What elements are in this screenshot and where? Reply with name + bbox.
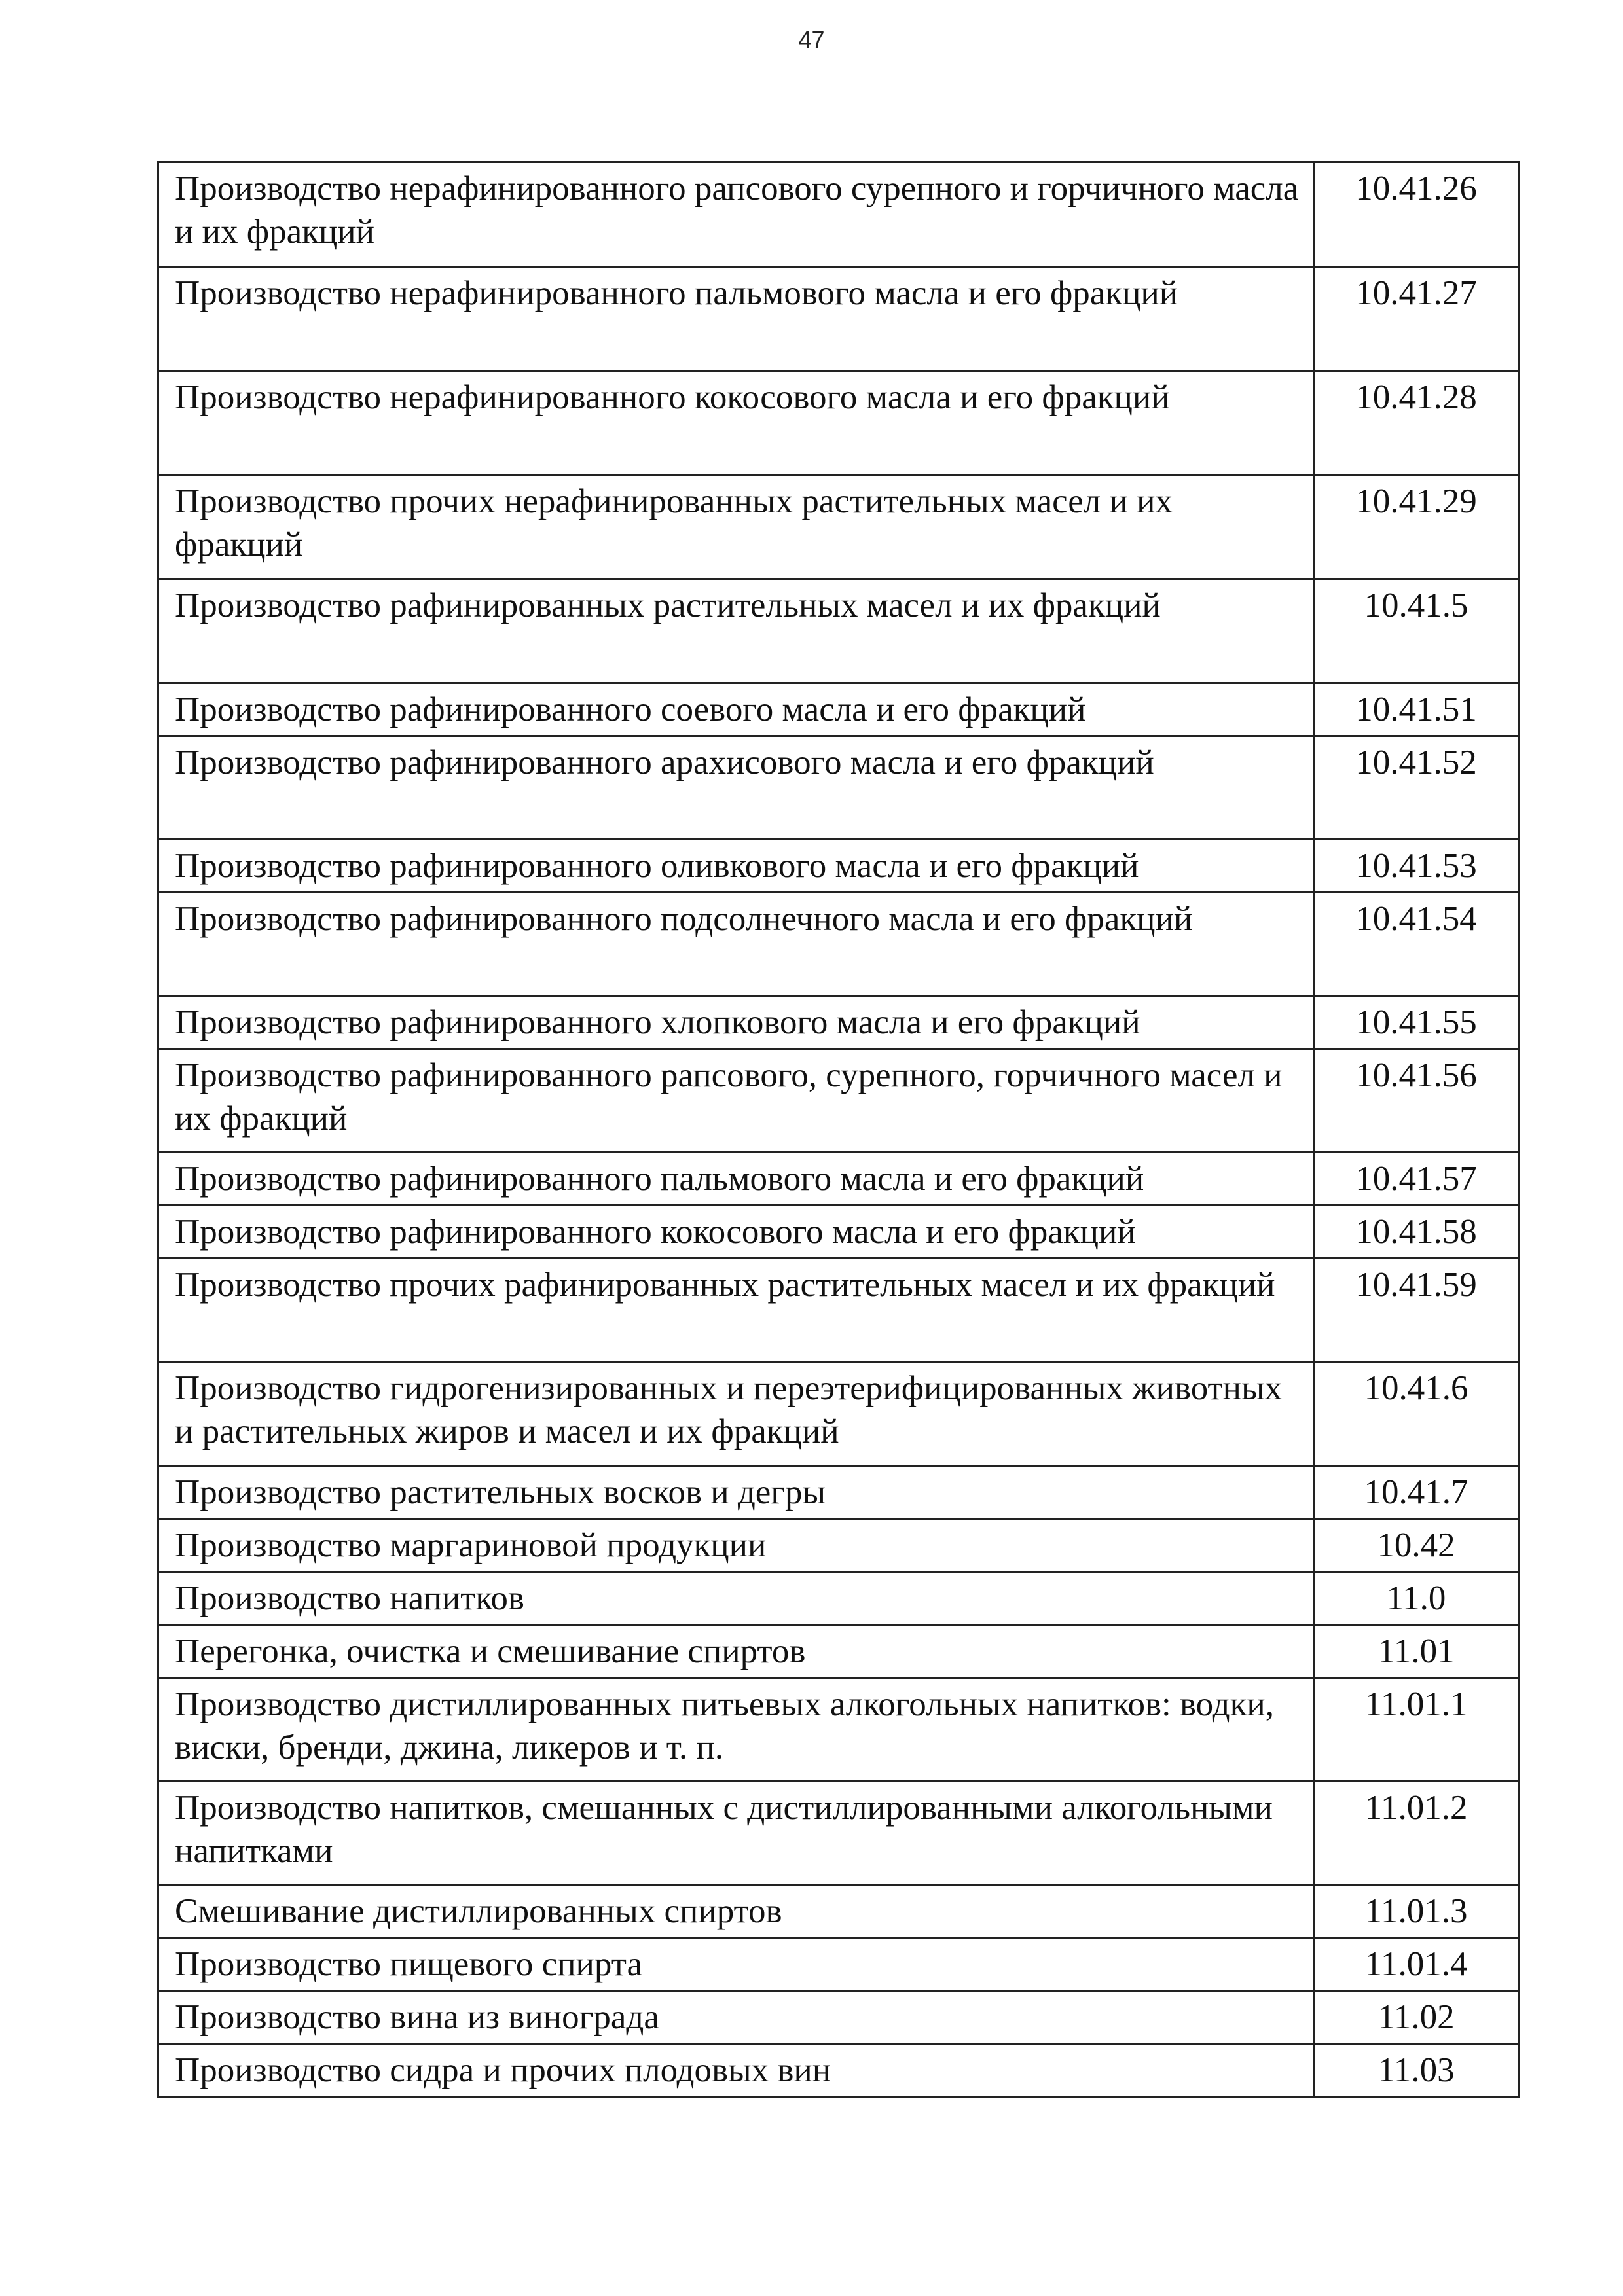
table-row <box>158 1153 1519 1206</box>
activity-description: Смешивание дистиллированных спиртов <box>158 1885 1314 1938</box>
okved-code: 10.41.55 <box>1314 996 1519 1049</box>
table-row <box>158 1991 1519 2044</box>
okved-code: 11.01.3 <box>1314 1885 1519 1938</box>
table-row <box>158 840 1519 893</box>
activity-description: Производство рафинированного пальмового масла и его фракций <box>158 1153 1314 1206</box>
table-row <box>158 736 1519 840</box>
okved-code: 10.41.5 <box>1314 579 1519 683</box>
table-row <box>158 683 1519 736</box>
activity-description: Производство напитков, смешанных с дистиллированными алкогольными напитками <box>158 1782 1314 1885</box>
okved-code: 10.41.53 <box>1314 840 1519 893</box>
table-row <box>158 1466 1519 1519</box>
activity-description: Производство маргариновой продукции <box>158 1519 1314 1572</box>
table-row <box>158 1938 1519 1991</box>
activity-description: Производство сидра и прочих плодовых вин <box>158 2044 1314 2097</box>
okved-table <box>157 161 1520 2098</box>
table-row <box>158 893 1519 996</box>
okved-code: 10.41.29 <box>1314 475 1519 579</box>
table-row <box>158 1259 1519 1362</box>
activity-description: Производство растительных восков и дегры <box>158 1466 1314 1519</box>
table-row <box>158 1782 1519 1885</box>
table-row <box>158 162 1519 267</box>
table-row <box>158 1049 1519 1153</box>
okved-code: 10.41.7 <box>1314 1466 1519 1519</box>
table-row <box>158 371 1519 475</box>
table-row <box>158 2044 1519 2097</box>
table-row <box>158 1362 1519 1466</box>
okved-code: 10.41.26 <box>1314 162 1519 267</box>
table-row <box>158 1678 1519 1782</box>
activity-description: Производство рафинированного арахисового масла и его фракций <box>158 736 1314 840</box>
activity-description: Производство нерафинированного рапсового сурепного и горчичного масла и их фракций <box>158 162 1314 267</box>
activity-description: Перегонка, очистка и смешивание спиртов <box>158 1625 1314 1678</box>
activity-description: Производство рафинированного соевого масла и его фракций <box>158 683 1314 736</box>
okved-code: 10.41.59 <box>1314 1259 1519 1362</box>
okved-code: 10.41.51 <box>1314 683 1519 736</box>
okved-code: 11.0 <box>1314 1572 1519 1625</box>
okved-code: 10.41.28 <box>1314 371 1519 475</box>
page-number: 47 <box>798 26 825 53</box>
activity-description: Производство прочих нерафинированных растительных масел и их фракций <box>158 475 1314 579</box>
table-row <box>158 579 1519 683</box>
activity-description: Производство рафинированного рапсового, сурепного, горчичного масел и их фракций <box>158 1049 1314 1153</box>
okved-code: 11.01.1 <box>1314 1678 1519 1782</box>
okved-code: 10.41.54 <box>1314 893 1519 996</box>
activity-description: Производство вина из винограда <box>158 1991 1314 2044</box>
table-row <box>158 1519 1519 1572</box>
table-row <box>158 1625 1519 1678</box>
okved-code: 11.01.2 <box>1314 1782 1519 1885</box>
activity-description: Производство гидрогенизированных и переэтерифицированных животных и растительных жиров и масел и их фракций <box>158 1362 1314 1466</box>
table-row <box>158 267 1519 371</box>
table-row <box>158 1572 1519 1625</box>
okved-code: 10.41.6 <box>1314 1362 1519 1466</box>
activity-description: Производство рафинированных растительных масел и их фракций <box>158 579 1314 683</box>
okved-code: 11.02 <box>1314 1991 1519 2044</box>
okved-code: 11.01.4 <box>1314 1938 1519 1991</box>
activity-description: Производство рафинированного кокосового масла и его фракций <box>158 1206 1314 1259</box>
okved-code: 10.41.27 <box>1314 267 1519 371</box>
activity-description: Производство дистиллированных питьевых алкогольных напитков: водки, виски, бренди, джина, ликеров и т. п. <box>158 1678 1314 1782</box>
table-row <box>158 1206 1519 1259</box>
table-row <box>158 1885 1519 1938</box>
okved-code: 10.41.58 <box>1314 1206 1519 1259</box>
table-row <box>158 996 1519 1049</box>
activity-description: Производство пищевого спирта <box>158 1938 1314 1991</box>
okved-code: 10.42 <box>1314 1519 1519 1572</box>
activity-description: Производство напитков <box>158 1572 1314 1625</box>
activity-description: Производство прочих рафинированных растительных масел и их фракций <box>158 1259 1314 1362</box>
activity-description: Производство рафинированного оливкового масла и его фракций <box>158 840 1314 893</box>
activity-description: Производство нерафинированного пальмового масла и его фракций <box>158 267 1314 371</box>
okved-code: 10.41.56 <box>1314 1049 1519 1153</box>
table-row <box>158 475 1519 579</box>
okved-code: 11.01 <box>1314 1625 1519 1678</box>
activity-description: Производство нерафинированного кокосового масла и его фракций <box>158 371 1314 475</box>
okved-code: 10.41.57 <box>1314 1153 1519 1206</box>
activity-description: Производство рафинированного подсолнечного масла и его фракций <box>158 893 1314 996</box>
activity-description: Производство рафинированного хлопкового масла и его фракций <box>158 996 1314 1049</box>
okved-code: 11.03 <box>1314 2044 1519 2097</box>
okved-code: 10.41.52 <box>1314 736 1519 840</box>
